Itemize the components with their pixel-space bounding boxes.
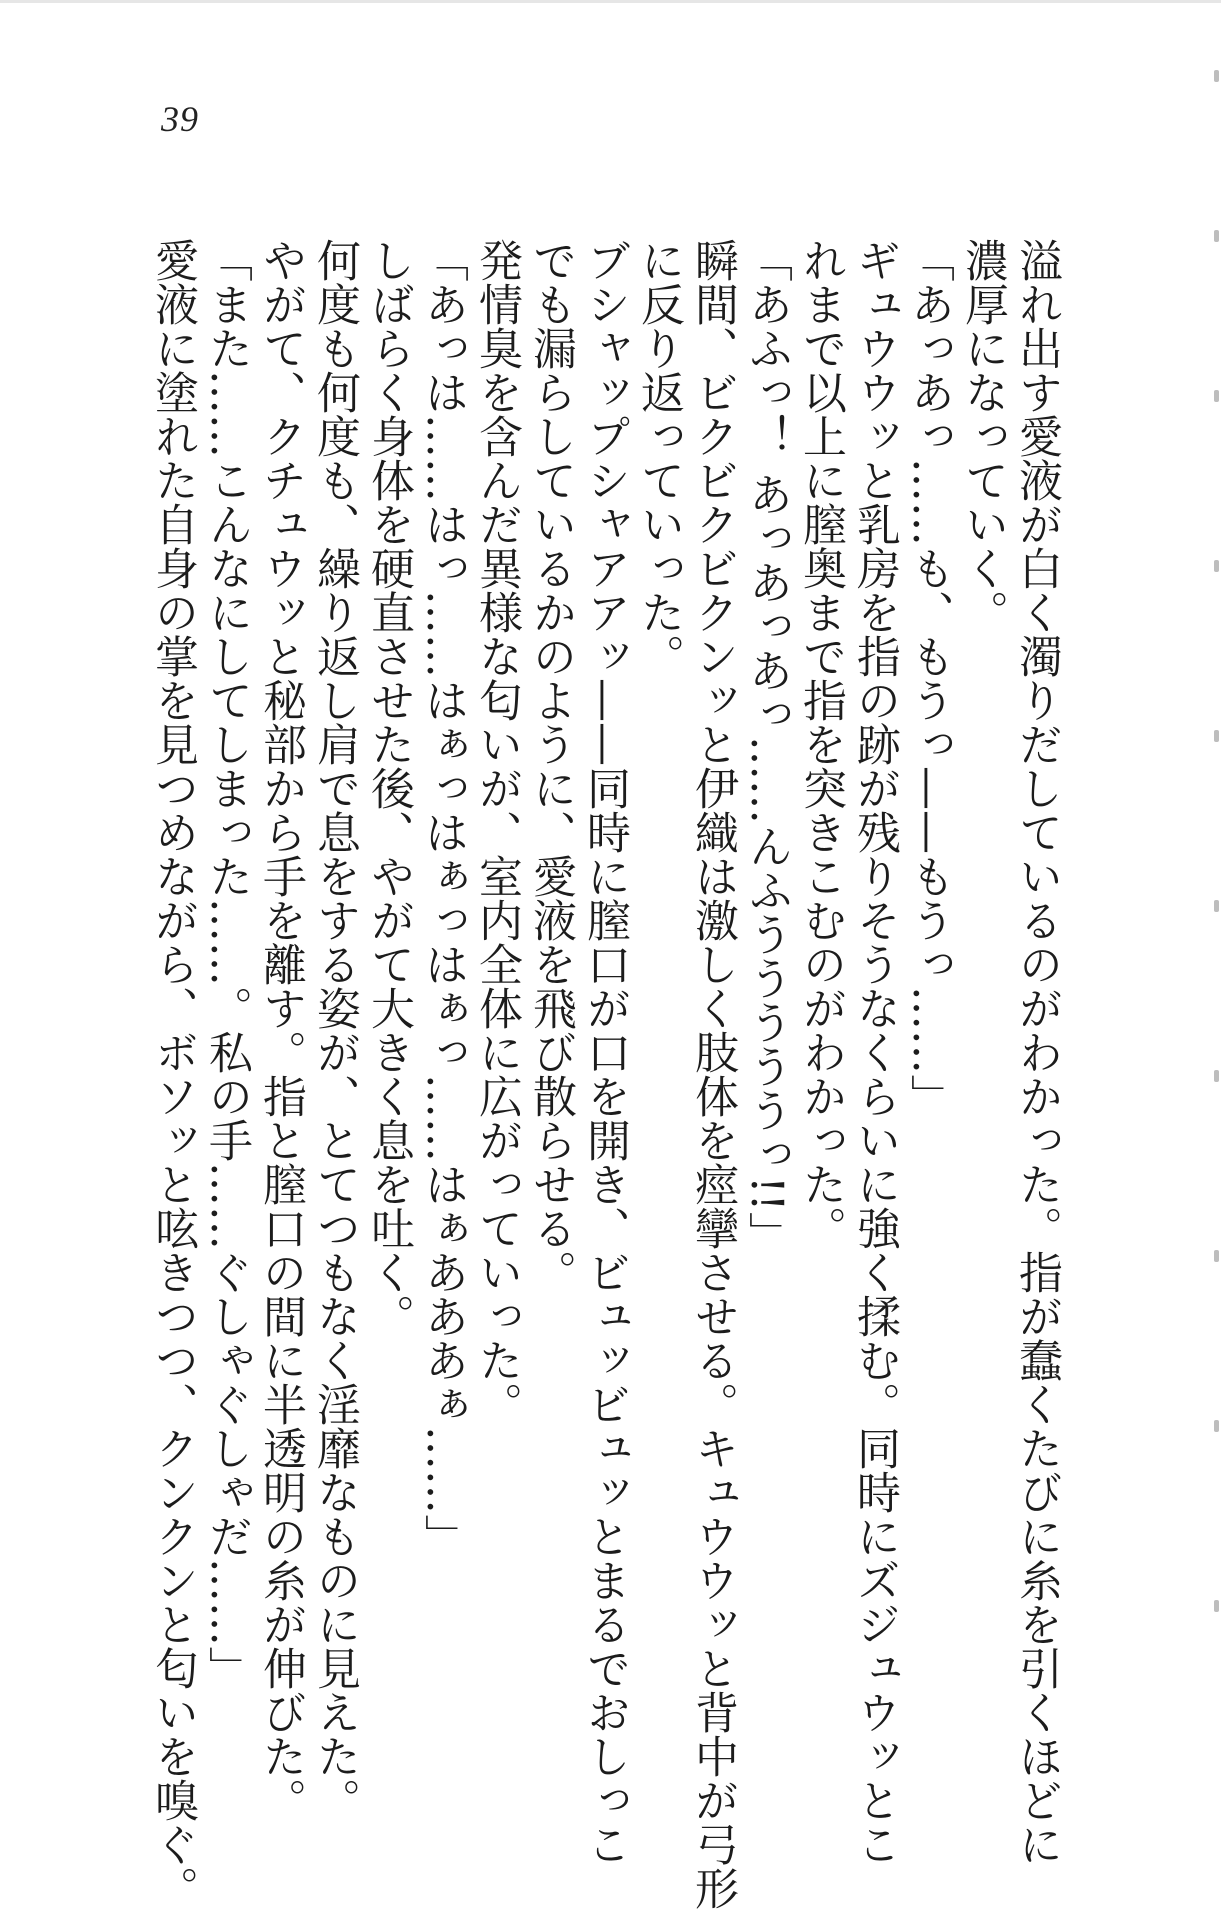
body-text (145, 238, 1063, 1910)
text-line: 「あっあっ……も、もうっ——もうっ……」 (903, 238, 954, 1118)
text-line: 濃厚になっていく。 (957, 238, 1008, 634)
page-edge-mark (1214, 230, 1219, 242)
text-line: 何度も何度も、繰り返し肩で息をする姿が、とてつもなく淫靡なものに見えた。 (309, 238, 360, 1822)
text-line: 発情臭を含んだ異様な匂いが、室内全体に広がっていった。 (471, 238, 522, 1426)
page-edge-mark (1214, 1250, 1219, 1262)
text-line: ギュウウッと乳房を指の跡が残りそうなくらいに強く揉む。同時にズジュウッとこ (849, 238, 900, 1866)
text-line: 「あっは……はっ……はぁっはぁっはぁっ……はぁあああぁ……」 (417, 238, 468, 1558)
scan-top-edge (0, 0, 1221, 3)
text-line: やがて、クチュウッと秘部から手を離す。指と膣口の間に半透明の糸が伸びた。 (255, 238, 306, 1822)
text-line: しばらく身体を硬直させた後、やがて大きく息を吐く。 (363, 238, 414, 1338)
text-line: でも漏らしているかのように、愛液を飛び散らせる。 (525, 238, 576, 1294)
text-line: れまで以上に膣奥まで指を突きこむのがわかった。 (795, 238, 846, 1250)
page-edge-mark (1214, 1420, 1219, 1432)
text-line: 溢れ出す愛液が白く濁りだしているのがわかった。指が蠢くたびに糸を引くほどに (1011, 238, 1062, 1866)
text-line: 「また……こんなにしてしまった……。私の手……ぐしゃぐしゃだ……」 (201, 238, 252, 1690)
page-number: 39 (161, 99, 199, 139)
text-line: 愛液に塗れた自身の掌を見つめながら、ボソッと呟きつつ、クンクンと匂いを嗅ぐ。 (147, 238, 198, 1910)
page-edge-mark (1214, 900, 1219, 912)
page-edge-mark (1214, 70, 1219, 82)
page-edge-mark (1214, 560, 1219, 572)
text-line: 瞬間、ビクビクビクンッと伊織は激しく肢体を痙攣させる。キュウウッと背中が弓形 (687, 238, 738, 1910)
text-line: ブシャップシャアアッ——同時に膣口が口を開き、ビュッビュッとまるでおしっこ (579, 238, 630, 1866)
page-edge-mark (1214, 730, 1219, 742)
page-edge-mark (1214, 390, 1219, 402)
text-line: に反り返っていった。 (633, 238, 684, 678)
text-line: 「あふっ！ あっあっあっ……んふうううううっ!!」 (741, 238, 792, 1256)
page-edge-mark (1214, 1600, 1219, 1612)
page-edge-mark (1214, 1070, 1219, 1082)
